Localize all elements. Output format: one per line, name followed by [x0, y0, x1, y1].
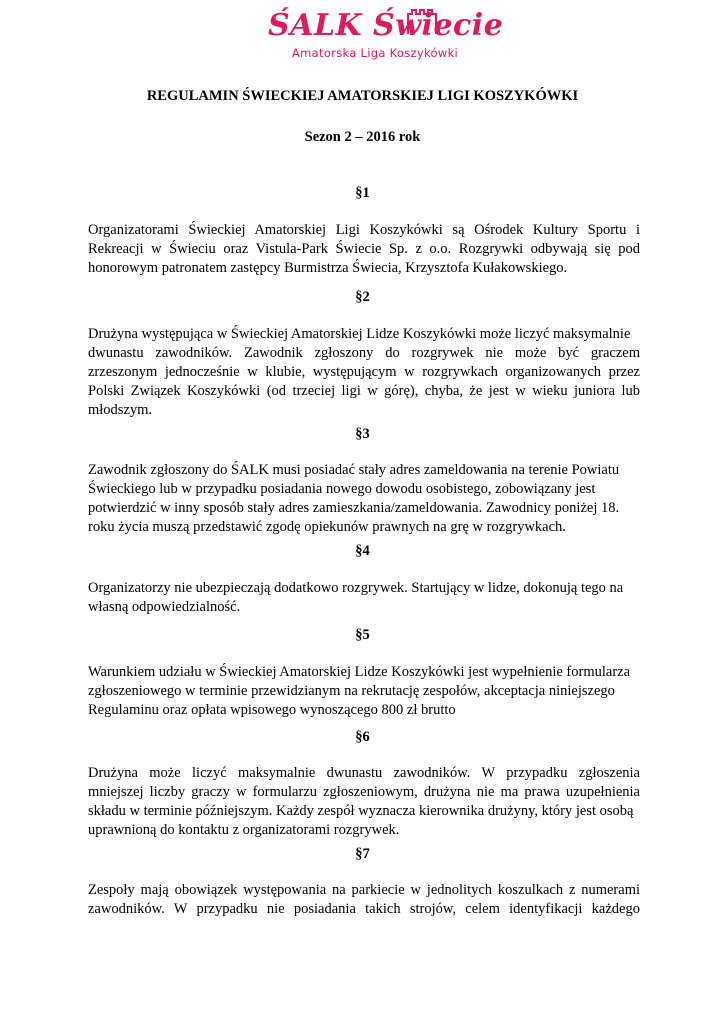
- text-line: Świeckiego lub w przypadku posiadania nowego dowodu osobistego, zobowiązany jest: [88, 481, 596, 497]
- text-line: młodszym.: [88, 402, 153, 418]
- text-line: Organizatorzy nie ubezpieczają dodatkowo rozgrywek. Startujący w lidze, dokonują tego na: [88, 580, 624, 596]
- text-line: Zawodnik zgłoszony do ŚALK musi posiadać stały adres zameldowania na terenie Powiatu: [88, 462, 620, 478]
- section-7-heading: §7: [355, 846, 370, 862]
- section-3-heading: §3: [355, 426, 370, 442]
- text-line: Polski Związek Koszykówki (od trzeciej ligi w górę), chyba, że jest w wieku juniora lub: [88, 383, 640, 399]
- document-subtitle: Sezon 2 – 2016 rok: [304, 129, 421, 145]
- text-line: Warunkiem udziału w Świeckiej Amatorskiej Lidze Koszykówki jest wypełnienie formularza: [88, 664, 631, 680]
- text-line: zgłoszeniowego w terminie przewidzianym na rekrutację zespołów, akceptacja niniejszego: [88, 683, 615, 699]
- league-logo: [262, 6, 504, 68]
- section-5-text: [88, 663, 640, 720]
- text-line: składu w terminie późniejszym. Każdy zespół wyznacza kierownika drużyny, który jest osobą: [88, 803, 634, 819]
- section-1-heading: §1: [355, 185, 370, 201]
- section-6-heading: §6: [355, 729, 370, 745]
- text-line: potwierdzić w inny sposób stały adres zamieszkania/zameldowania. Zawodnicy poniżej 18.: [88, 500, 620, 516]
- section-2-text: [88, 325, 640, 420]
- section-4-text: [88, 579, 640, 617]
- text-line: roku życia muszą przedstawić zgodę opiekunów prawnych na grę w rozgrywkach.: [88, 519, 566, 535]
- logo-title: ŚALK Świecie: [268, 8, 504, 43]
- logo-subtitle: Amatorska Liga Koszykówki: [292, 46, 459, 60]
- text-line: Drużyna występująca w Świeckiej Amatorskiej Lidze Koszykówki może liczyć maksymalnie: [88, 326, 631, 342]
- section-6-text: [88, 764, 640, 840]
- text-line: Organizatorami Świeckiej Amatorskiej Ligi Koszykówki są Ośrodek Kultury Sportu i: [88, 222, 640, 238]
- section-3-text: [88, 461, 640, 537]
- section-7-text: [88, 881, 640, 919]
- text-line: Regulaminu oraz opłata wpisowego wynoszącego 800 zł brutto: [88, 702, 456, 718]
- section-1-text: [88, 221, 640, 278]
- text-line: uprawnioną do kontaktu z organizatorami rozgrywek.: [88, 822, 400, 838]
- text-line: zawodników. W przypadku nie posiadania takich strojów, celem identyfikacji każdego: [88, 901, 640, 917]
- text-line: Zespoły mają obowiązek występowania na parkiecie w jednolitych koszulkach z numerami: [88, 882, 640, 898]
- text-line: honorowym patronatem zastępcy Burmistrza Świecia, Krzysztofa Kułakowskiego.: [88, 260, 568, 276]
- text-line: mniejszej liczby graczy w formularzu zgłoszeniowym, drużyna nie ma prawa uzupełnienia: [88, 784, 640, 800]
- text-line: dwunastu zawodników. Zawodnik zgłoszony do rozgrywek nie może być graczem: [88, 345, 640, 361]
- section-2-heading: §2: [355, 289, 370, 305]
- text-line: zrzeszonym jednocześnie w klubie, występującym w rozgrywkach organizowanych przez: [88, 364, 640, 380]
- text-line: własną odpowiedzialność.: [88, 599, 241, 615]
- document-title: REGULAMIN ŚWIECKIEJ AMATORSKIEJ LIGI KOSZYKÓWKI: [146, 88, 579, 104]
- section-4-heading: §4: [355, 543, 370, 559]
- text-line: Rekreacji w Świeciu oraz Vistula-Park Świecie Sp. z o.o. Rozgrywki odbywają się pod: [88, 241, 640, 257]
- text-line: Drużyna może liczyć maksymalnie dwunastu zawodników. W przypadku zgłoszenia: [88, 765, 640, 781]
- section-5-heading: §5: [355, 627, 370, 643]
